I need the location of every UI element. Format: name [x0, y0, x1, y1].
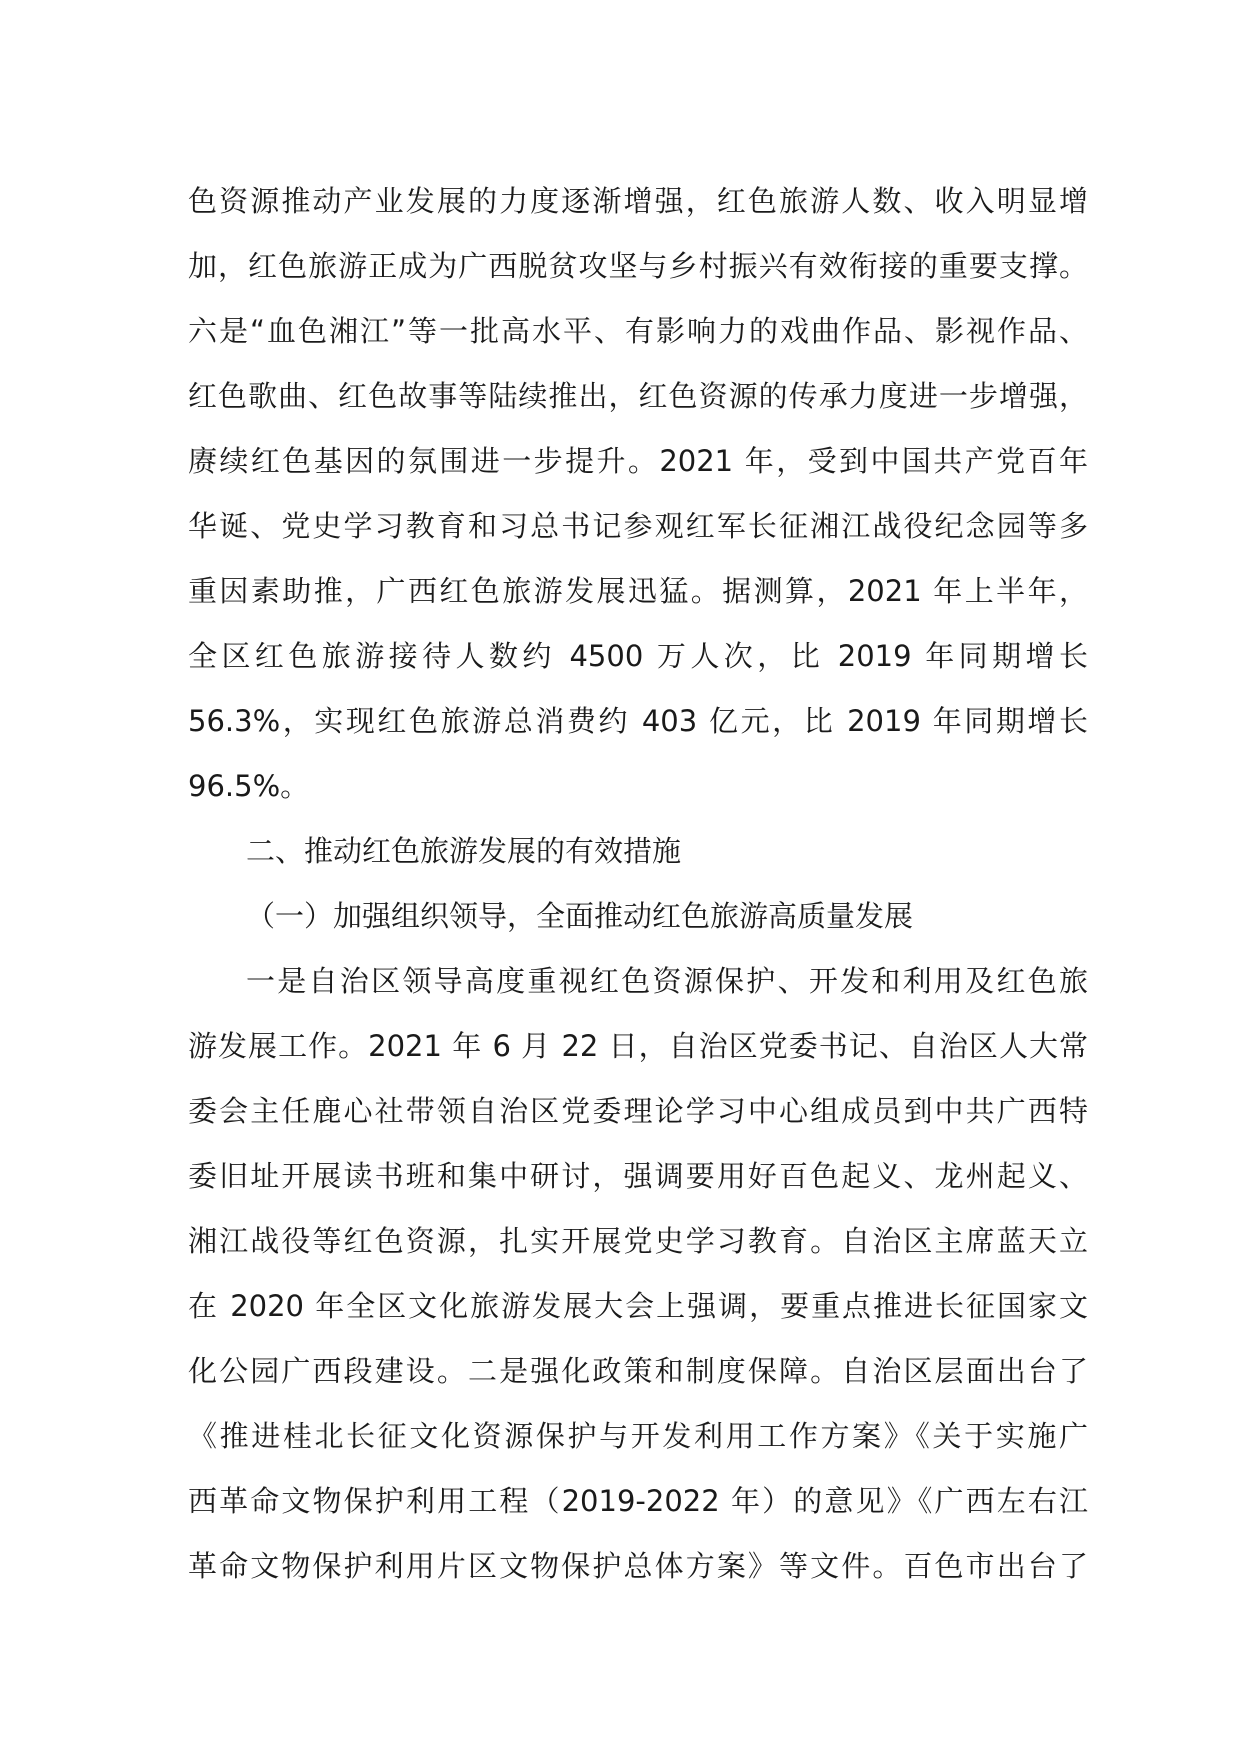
text-line: 游发展工作。2021 年 6 月 22 日，自治区党委书记、自治区人大常 [188, 1029, 1088, 1063]
subsection-heading: （一）加强组织领导，全面推动红色旅游高质量发展 [246, 899, 914, 933]
text-line: 六是“血色湘江”等一批高水平、有影响力的戏曲作品、影视作品、 [188, 314, 1088, 348]
text-line: 化公园广西段建设。二是强化政策和制度保障。自治区层面出台了 [188, 1354, 1088, 1388]
text-line: 革命文物保护利用片区文物保护总体方案》等文件。百色市出台了 [188, 1549, 1088, 1583]
text-line: 委会主任鹿心社带领自治区党委理论学习中心组成员到中共广西特 [188, 1094, 1088, 1128]
text-line: 赓续红色基因的氛围进一步提升。2021 年，受到中国共产党百年 [188, 444, 1088, 478]
text-line: 一是自治区领导高度重视红色资源保护、开发和利用及红色旅 [246, 964, 1088, 998]
text-line: 加，红色旅游正成为广西脱贫攻坚与乡村振兴有效衔接的重要支撑。 [188, 249, 1088, 283]
text-line: 重因素助推，广西红色旅游发展迅猛。据测算，2021 年上半年， [188, 574, 1088, 608]
text-line: 委旧址开展读书班和集中研讨，强调要用好百色起义、龙州起义、 [188, 1159, 1088, 1193]
text-line: 《推进桂北长征文化资源保护与开发利用工作方案》《关于实施广 [188, 1419, 1088, 1453]
text-line: 湘江战役等红色资源，扎实开展党史学习教育。自治区主席蓝天立 [188, 1224, 1088, 1258]
text-line: 华诞、党史学习教育和习总书记参观红军长征湘江战役纪念园等多 [188, 509, 1088, 543]
text-line: 全区红色旅游接待人数约 4500 万人次，比 2019 年同期增长 [188, 639, 1088, 673]
text-line: 色资源推动产业发展的力度逐渐增强，红色旅游人数、收入明显增 [188, 184, 1088, 218]
text-line: 西革命文物保护利用工程（2019-2022 年）的意见》《广西左右江 [188, 1484, 1088, 1518]
section-heading: 二、推动红色旅游发展的有效措施 [246, 834, 682, 868]
text-line: 96.5%。 [188, 769, 310, 803]
text-line: 红色歌曲、红色故事等陆续推出，红色资源的传承力度进一步增强， [188, 379, 1088, 413]
text-line: 56.3%，实现红色旅游总消费约 403 亿元，比 2019 年同期增长 [188, 704, 1088, 738]
body-text [188, 169, 1088, 1599]
text-line: 在 2020 年全区文化旅游发展大会上强调，要重点推进长征国家文 [188, 1289, 1088, 1323]
